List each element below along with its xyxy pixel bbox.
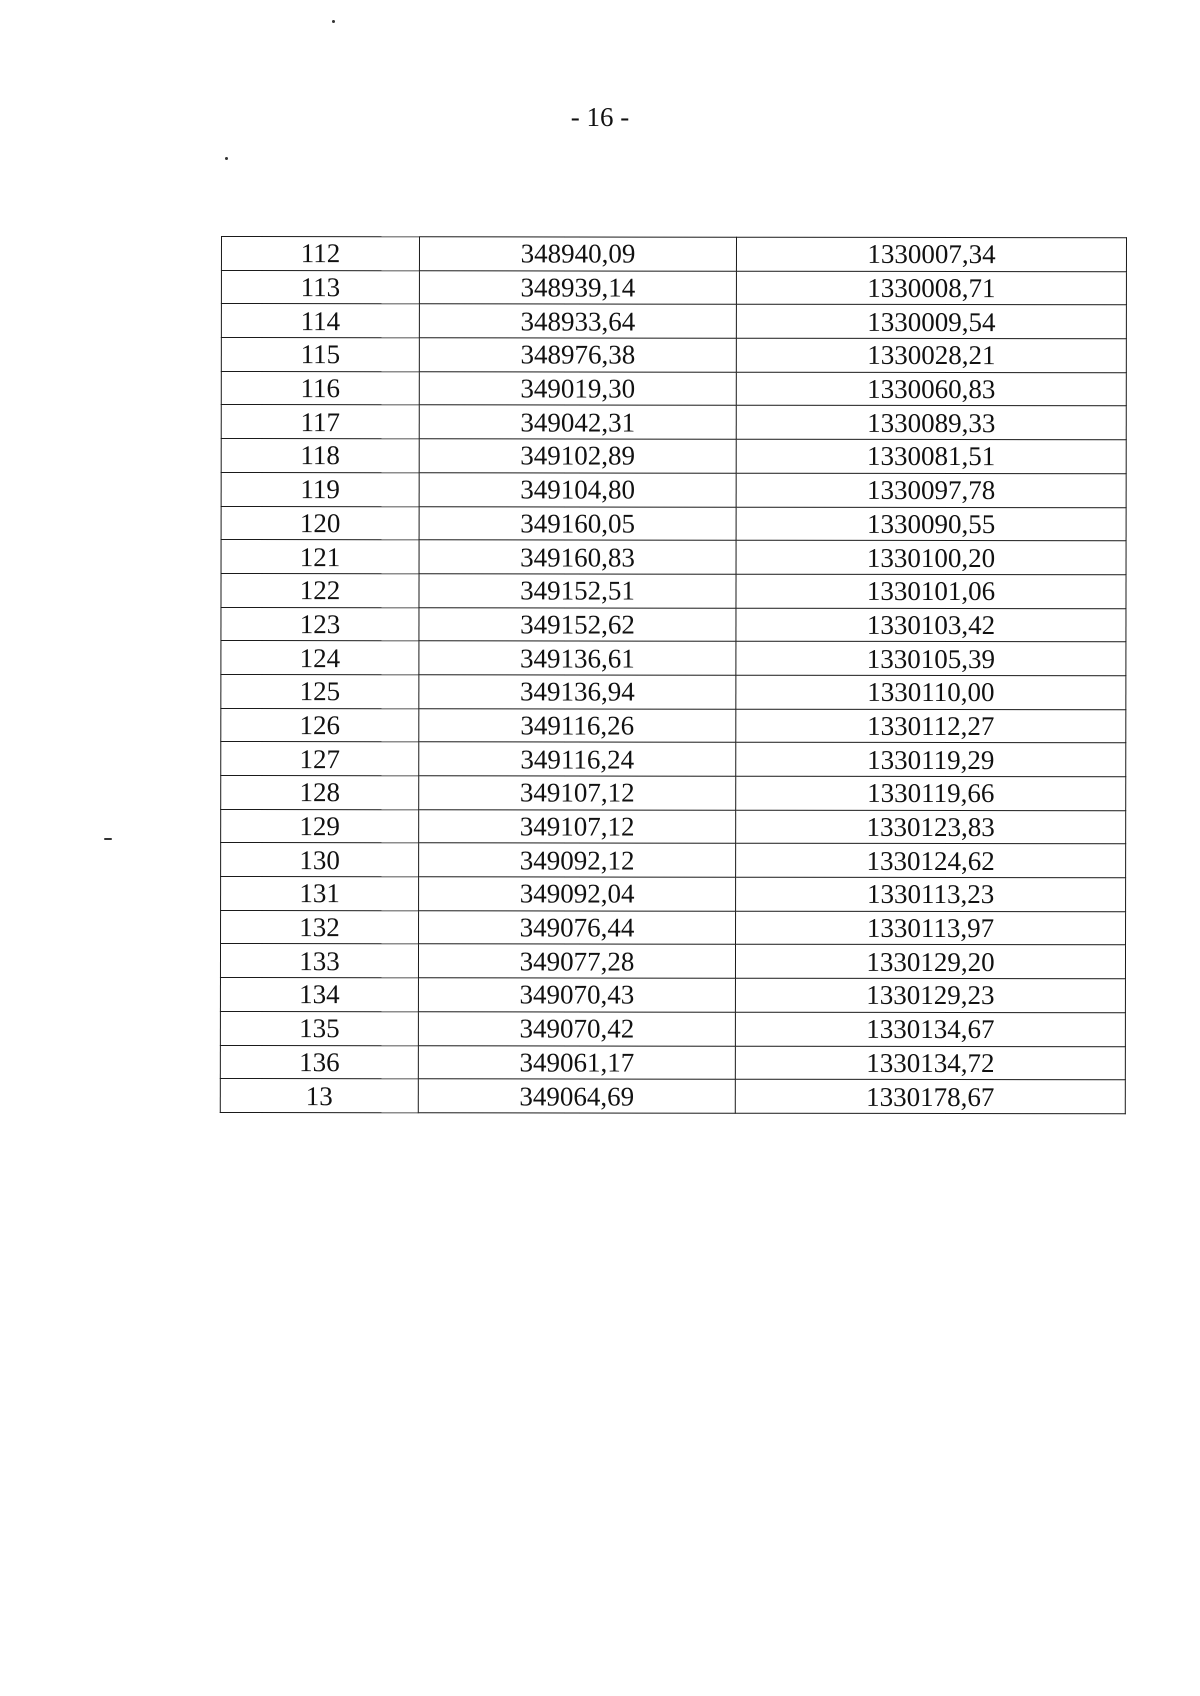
point-number-cell: 117: [221, 405, 419, 439]
y-coordinate-cell: 1330178,67: [735, 1079, 1125, 1113]
y-coordinate-cell: 1330090,55: [736, 507, 1126, 541]
point-number-cell: 126: [221, 708, 419, 742]
y-coordinate-cell: 1330097,78: [736, 473, 1126, 507]
y-coordinate-cell: 1330028,21: [736, 338, 1126, 372]
table-row: [220, 1079, 1125, 1114]
y-coordinate-cell: 1330134,67: [735, 1012, 1125, 1046]
x-coordinate-cell: 349116,24: [419, 742, 736, 776]
point-number-cell: 13: [220, 1079, 418, 1113]
y-coordinate-cell: 1330103,42: [736, 608, 1126, 642]
x-coordinate-cell: 349092,12: [419, 843, 736, 877]
point-number-cell: 129: [221, 809, 419, 843]
point-number-cell: 135: [220, 1011, 418, 1045]
page-number: - 16 -: [570, 102, 630, 132]
x-coordinate-cell: 349061,17: [418, 1045, 735, 1079]
x-coordinate-cell: 349160,83: [419, 540, 736, 574]
point-number-cell: 113: [221, 270, 419, 304]
table-row: [221, 338, 1126, 373]
table-row: [221, 573, 1126, 608]
table-row: [221, 237, 1126, 272]
x-coordinate-cell: 349152,62: [419, 607, 736, 641]
table-row: [221, 708, 1126, 743]
table-row: [220, 1011, 1125, 1046]
x-coordinate-cell: 348939,14: [419, 270, 736, 304]
y-coordinate-cell: 1330112,27: [736, 709, 1126, 743]
table-row: [220, 978, 1125, 1013]
table-row: [221, 877, 1126, 912]
scan-speck: [104, 838, 112, 840]
x-coordinate-cell: 349160,05: [419, 506, 736, 540]
y-coordinate-cell: 1330123,83: [736, 810, 1126, 844]
point-number-cell: 125: [221, 674, 419, 708]
y-coordinate-cell: 1330008,71: [736, 271, 1126, 305]
table-row: [221, 809, 1126, 844]
table-row: [221, 304, 1126, 339]
table-row: [221, 371, 1126, 406]
point-number-cell: 123: [221, 607, 419, 641]
y-coordinate-cell: 1330081,51: [736, 439, 1126, 473]
y-coordinate-cell: 1330100,20: [736, 540, 1126, 574]
table-row: [221, 506, 1126, 541]
x-coordinate-cell: 349107,12: [419, 809, 736, 843]
y-coordinate-cell: 1330105,39: [736, 641, 1126, 675]
y-coordinate-cell: 1330134,72: [735, 1046, 1125, 1080]
y-coordinate-cell: 1330113,23: [736, 877, 1126, 911]
y-coordinate-cell: 1330060,83: [736, 372, 1126, 406]
x-coordinate-cell: 349107,12: [419, 776, 736, 810]
x-coordinate-cell: 349152,51: [419, 574, 736, 608]
point-number-cell: 115: [221, 338, 419, 372]
x-coordinate-cell: 349076,44: [419, 911, 736, 945]
table-row: [221, 910, 1126, 945]
x-coordinate-cell: 349136,61: [419, 641, 736, 675]
table-row: [221, 439, 1126, 474]
point-number-cell: 131: [221, 877, 419, 911]
table-row: [221, 405, 1126, 440]
x-coordinate-cell: 349070,42: [418, 1012, 735, 1046]
point-number-cell: 116: [221, 371, 419, 405]
y-coordinate-cell: 1330124,62: [736, 844, 1126, 878]
x-coordinate-cell: 348976,38: [419, 338, 736, 372]
x-coordinate-cell: 349019,30: [419, 372, 736, 406]
table-row: [221, 776, 1126, 811]
scan-speck: [225, 157, 228, 160]
point-number-cell: 121: [221, 540, 419, 574]
y-coordinate-cell: 1330129,20: [735, 945, 1125, 979]
coordinates-table-body: [220, 237, 1126, 1114]
x-coordinate-cell: 349042,31: [419, 405, 736, 439]
x-coordinate-cell: 349102,89: [419, 439, 736, 473]
y-coordinate-cell: 1330119,66: [736, 776, 1126, 810]
coordinates-table: [220, 236, 1127, 1114]
point-number-cell: 124: [221, 641, 419, 675]
point-number-cell: 112: [221, 237, 419, 271]
point-number-cell: 114: [221, 304, 419, 338]
point-number-cell: 122: [221, 573, 419, 607]
y-coordinate-cell: 1330009,54: [736, 305, 1126, 339]
y-coordinate-cell: 1330129,23: [735, 978, 1125, 1012]
x-coordinate-cell: 349104,80: [419, 473, 736, 507]
table-row: [221, 607, 1126, 642]
table-row: [221, 843, 1126, 878]
table-row: [221, 674, 1126, 709]
x-coordinate-cell: 349116,26: [419, 708, 736, 742]
x-coordinate-cell: 348933,64: [419, 304, 736, 338]
table-row: [221, 641, 1126, 676]
y-coordinate-cell: 1330110,00: [736, 675, 1126, 709]
table-row: [221, 472, 1126, 507]
point-number-cell: 128: [221, 776, 419, 810]
y-coordinate-cell: 1330119,29: [736, 743, 1126, 777]
table-row: [221, 742, 1126, 777]
y-coordinate-cell: 1330007,34: [736, 237, 1126, 271]
x-coordinate-cell: 349136,94: [419, 675, 736, 709]
point-number-cell: 132: [221, 910, 419, 944]
point-number-cell: 133: [220, 944, 418, 978]
table-row: [220, 944, 1125, 979]
point-number-cell: 136: [220, 1045, 418, 1079]
table-row: [221, 270, 1126, 305]
x-coordinate-cell: 348940,09: [419, 237, 736, 271]
y-coordinate-cell: 1330089,33: [736, 406, 1126, 440]
scan-speck: [332, 20, 335, 23]
y-coordinate-cell: 1330113,97: [736, 911, 1126, 945]
x-coordinate-cell: 349092,04: [419, 877, 736, 911]
point-number-cell: 134: [220, 978, 418, 1012]
point-number-cell: 127: [221, 742, 419, 776]
point-number-cell: 119: [221, 472, 419, 506]
table-row: [220, 1045, 1125, 1080]
point-number-cell: 118: [221, 439, 419, 473]
point-number-cell: 120: [221, 506, 419, 540]
y-coordinate-cell: 1330101,06: [736, 574, 1126, 608]
x-coordinate-cell: 349077,28: [418, 944, 735, 978]
x-coordinate-cell: 349064,69: [418, 1079, 735, 1113]
x-coordinate-cell: 349070,43: [418, 978, 735, 1012]
table-row: [221, 540, 1126, 575]
point-number-cell: 130: [221, 843, 419, 877]
